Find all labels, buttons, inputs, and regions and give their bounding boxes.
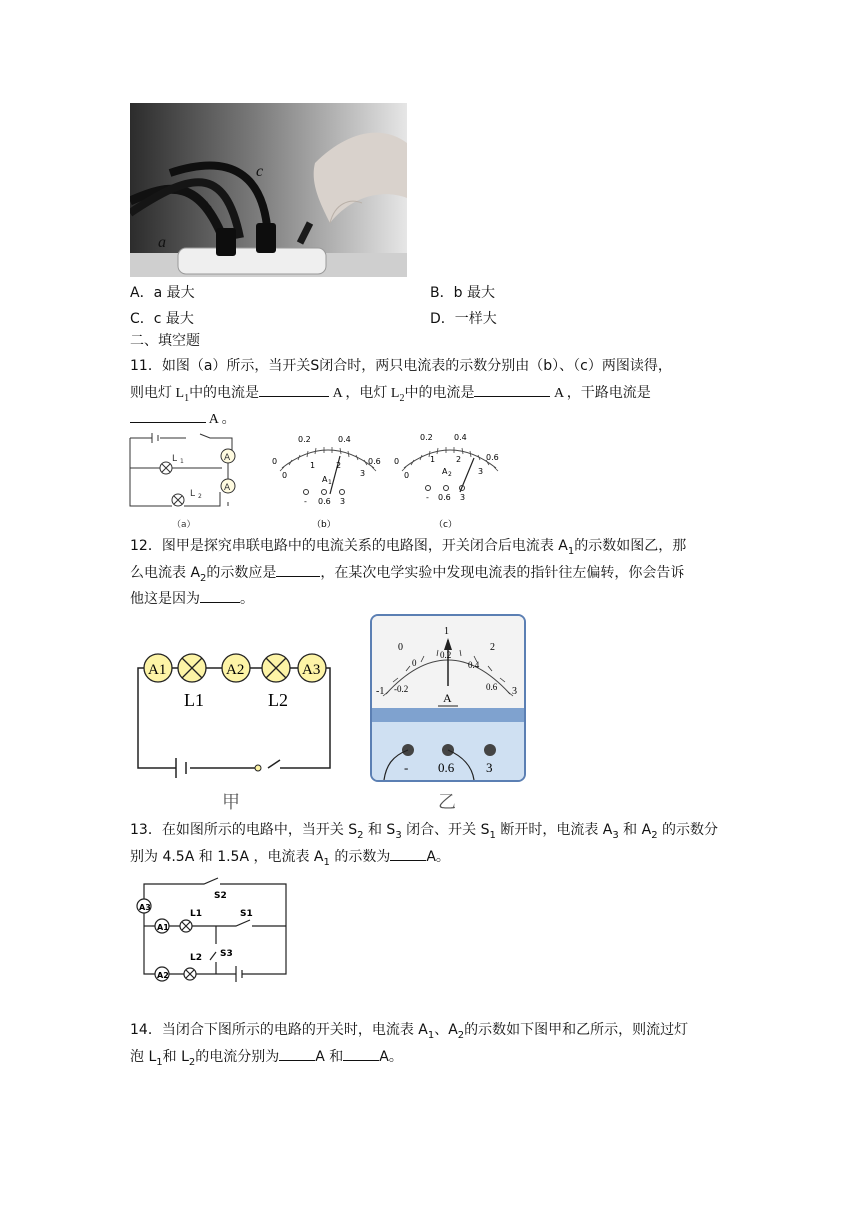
answer-blank[interactable]	[200, 588, 240, 603]
option-a	[130, 282, 195, 302]
terminal-label: 3	[486, 760, 493, 775]
option-letter: C．	[130, 311, 154, 327]
power-strip-illustration	[130, 103, 407, 277]
option-text: b 最大	[453, 285, 495, 301]
q11-line3: A 。	[130, 408, 236, 430]
answer-blank[interactable]	[343, 1046, 379, 1061]
tick-label: 3	[478, 467, 484, 476]
dial-label: 0	[398, 642, 403, 653]
lamp-l2: L2	[268, 690, 288, 710]
tick-label: 0.2	[420, 433, 433, 442]
label-c: c	[256, 163, 264, 180]
q14-line2: 泡 $L_1$和 $L_2$的电流分别为 A 和 A。	[130, 1046, 403, 1073]
option-letter: A．	[130, 285, 154, 301]
power-strip-photo	[130, 103, 407, 277]
meter-a3: A3	[302, 662, 321, 678]
option-d	[430, 308, 497, 328]
label-a2: A2	[157, 971, 169, 980]
dial-label: -1	[376, 686, 385, 697]
terminal-label: -	[426, 493, 429, 502]
q13-circuit	[132, 870, 292, 988]
dial-label: 3	[512, 686, 517, 697]
ammeter-a1: A	[224, 453, 231, 463]
label-l2: L2	[190, 953, 202, 963]
tick-label: 0.4	[454, 433, 467, 442]
tick-label: 0.6	[486, 453, 499, 462]
answer-blank[interactable]	[130, 408, 206, 423]
tick-label: 1	[310, 461, 316, 470]
tick-label: 2	[456, 455, 462, 464]
terminal-label: 0.6	[438, 493, 451, 502]
q12-ammeter-yi	[370, 614, 526, 782]
option-c	[130, 308, 194, 328]
caption-yi: 乙	[438, 792, 456, 813]
label-s2: S2	[214, 891, 227, 901]
q13-line2: 别为 4.5A 和 1.5A ，电流表 $A_1$ 的示数为 A。	[130, 846, 450, 873]
q11-circuit-a	[128, 430, 240, 530]
caption-a: （a）	[172, 520, 196, 530]
label-a3: A3	[139, 903, 151, 912]
label-b: b	[204, 200, 212, 217]
answer-blank[interactable]	[259, 382, 329, 397]
meter-a2: A2	[226, 662, 245, 678]
label-s1: S1	[240, 909, 253, 919]
meter-label: A	[322, 475, 328, 484]
option-b	[430, 282, 495, 302]
tick-label: 0.2	[298, 435, 311, 444]
lamp-l1-sub: 1	[180, 458, 184, 465]
caption-b: （b）	[312, 520, 336, 530]
dial-label: 0	[412, 658, 417, 668]
answer-blank[interactable]	[276, 562, 320, 577]
caption-jia: 甲	[222, 792, 240, 813]
label-l1: L1	[190, 909, 202, 919]
q11-meter-b	[268, 430, 388, 530]
terminal-label: -	[304, 497, 307, 506]
q11-line1: 11．如图（a）所示，当开关S闭合时，两只电流表的示数分别由（b）、（c）两图读得，	[130, 358, 672, 374]
option-letter: B．	[430, 285, 454, 301]
option-text: a 最大	[153, 285, 195, 301]
tick-label: 2	[336, 461, 342, 470]
dial-label: -0.2	[394, 684, 409, 694]
tick-label: 0.4	[338, 435, 351, 444]
tick-label: 0	[282, 471, 288, 480]
meter-label-sub: 1	[328, 479, 332, 486]
meter-a1: A1	[148, 662, 167, 678]
q12-line3: 他这是因为 。	[130, 588, 254, 609]
dial-label: 1	[444, 626, 449, 637]
answer-blank[interactable]	[279, 1046, 315, 1061]
q12-line2: 么电流表 $A_2$的示数应是 ，在某次电学实验中发现电流表的指针往左偏转，你会告诉	[130, 562, 684, 589]
dial-label: 2	[490, 642, 495, 653]
q13-line1: 13．在如图所示的电路中，当开关 $S_2$ 和 $S_3$ 闭合、开关 $S_1$ 断开时，电流表 $A_3$ 和 $A_2$ 的示数分	[130, 822, 719, 841]
label-a1: A1	[157, 923, 169, 932]
meter-label-sub: 2	[448, 471, 452, 478]
dial-label: 0.2	[440, 650, 452, 660]
option-text: c 最大	[153, 311, 194, 327]
ammeter-a2: A	[224, 483, 231, 493]
lamp-l1: L1	[184, 690, 204, 710]
terminal-label: 3	[340, 497, 346, 506]
option-text: 一样大	[454, 311, 497, 327]
terminal-label: -	[404, 760, 409, 775]
q11-meter-c	[390, 430, 510, 530]
tick-label: 0.6	[368, 457, 381, 466]
answer-blank[interactable]	[390, 846, 426, 861]
lamp-l1-label: L	[172, 454, 178, 464]
option-letter: D．	[430, 311, 455, 327]
tick-label: 0	[272, 457, 278, 466]
q12-circuit-jia	[130, 640, 350, 818]
tick-label: 0	[394, 457, 400, 466]
q14-line1: 14．当闭合下图所示的电路的开关时，电流表 $A_1$、$A_2$的示数如下图甲和乙所示，则流过灯	[130, 1022, 689, 1041]
meter-label: A	[442, 467, 448, 476]
label-a: a	[158, 234, 166, 251]
caption-c: （c）	[434, 520, 457, 530]
terminal-label: 0.6	[318, 497, 331, 506]
dial-label: 0.6	[486, 682, 498, 692]
tick-label: 0	[404, 471, 410, 480]
section-title: 二、填空题	[130, 333, 200, 349]
label-s3: S3	[220, 949, 233, 959]
tick-label: 3	[360, 469, 366, 478]
dial-label: 0.4	[468, 660, 480, 670]
lamp-l2-label: L	[190, 489, 196, 499]
terminal-label: 0.6	[438, 760, 455, 775]
q11-line2: 则电灯 $L_1$中的电流是 A ，电灯 $L_2$中的电流是 A ，干路电流是	[130, 382, 651, 409]
terminal-label: 3	[460, 493, 466, 502]
lamp-l2-sub: 2	[198, 493, 202, 500]
answer-blank[interactable]	[474, 382, 550, 397]
dial-unit: A	[443, 691, 452, 705]
q12-line1: 12．图甲是探究串联电路中的电流关系的电路图，开关闭合后电流表 $A_1$的示数如图乙，那	[130, 538, 687, 557]
tick-label: 1	[430, 455, 436, 464]
